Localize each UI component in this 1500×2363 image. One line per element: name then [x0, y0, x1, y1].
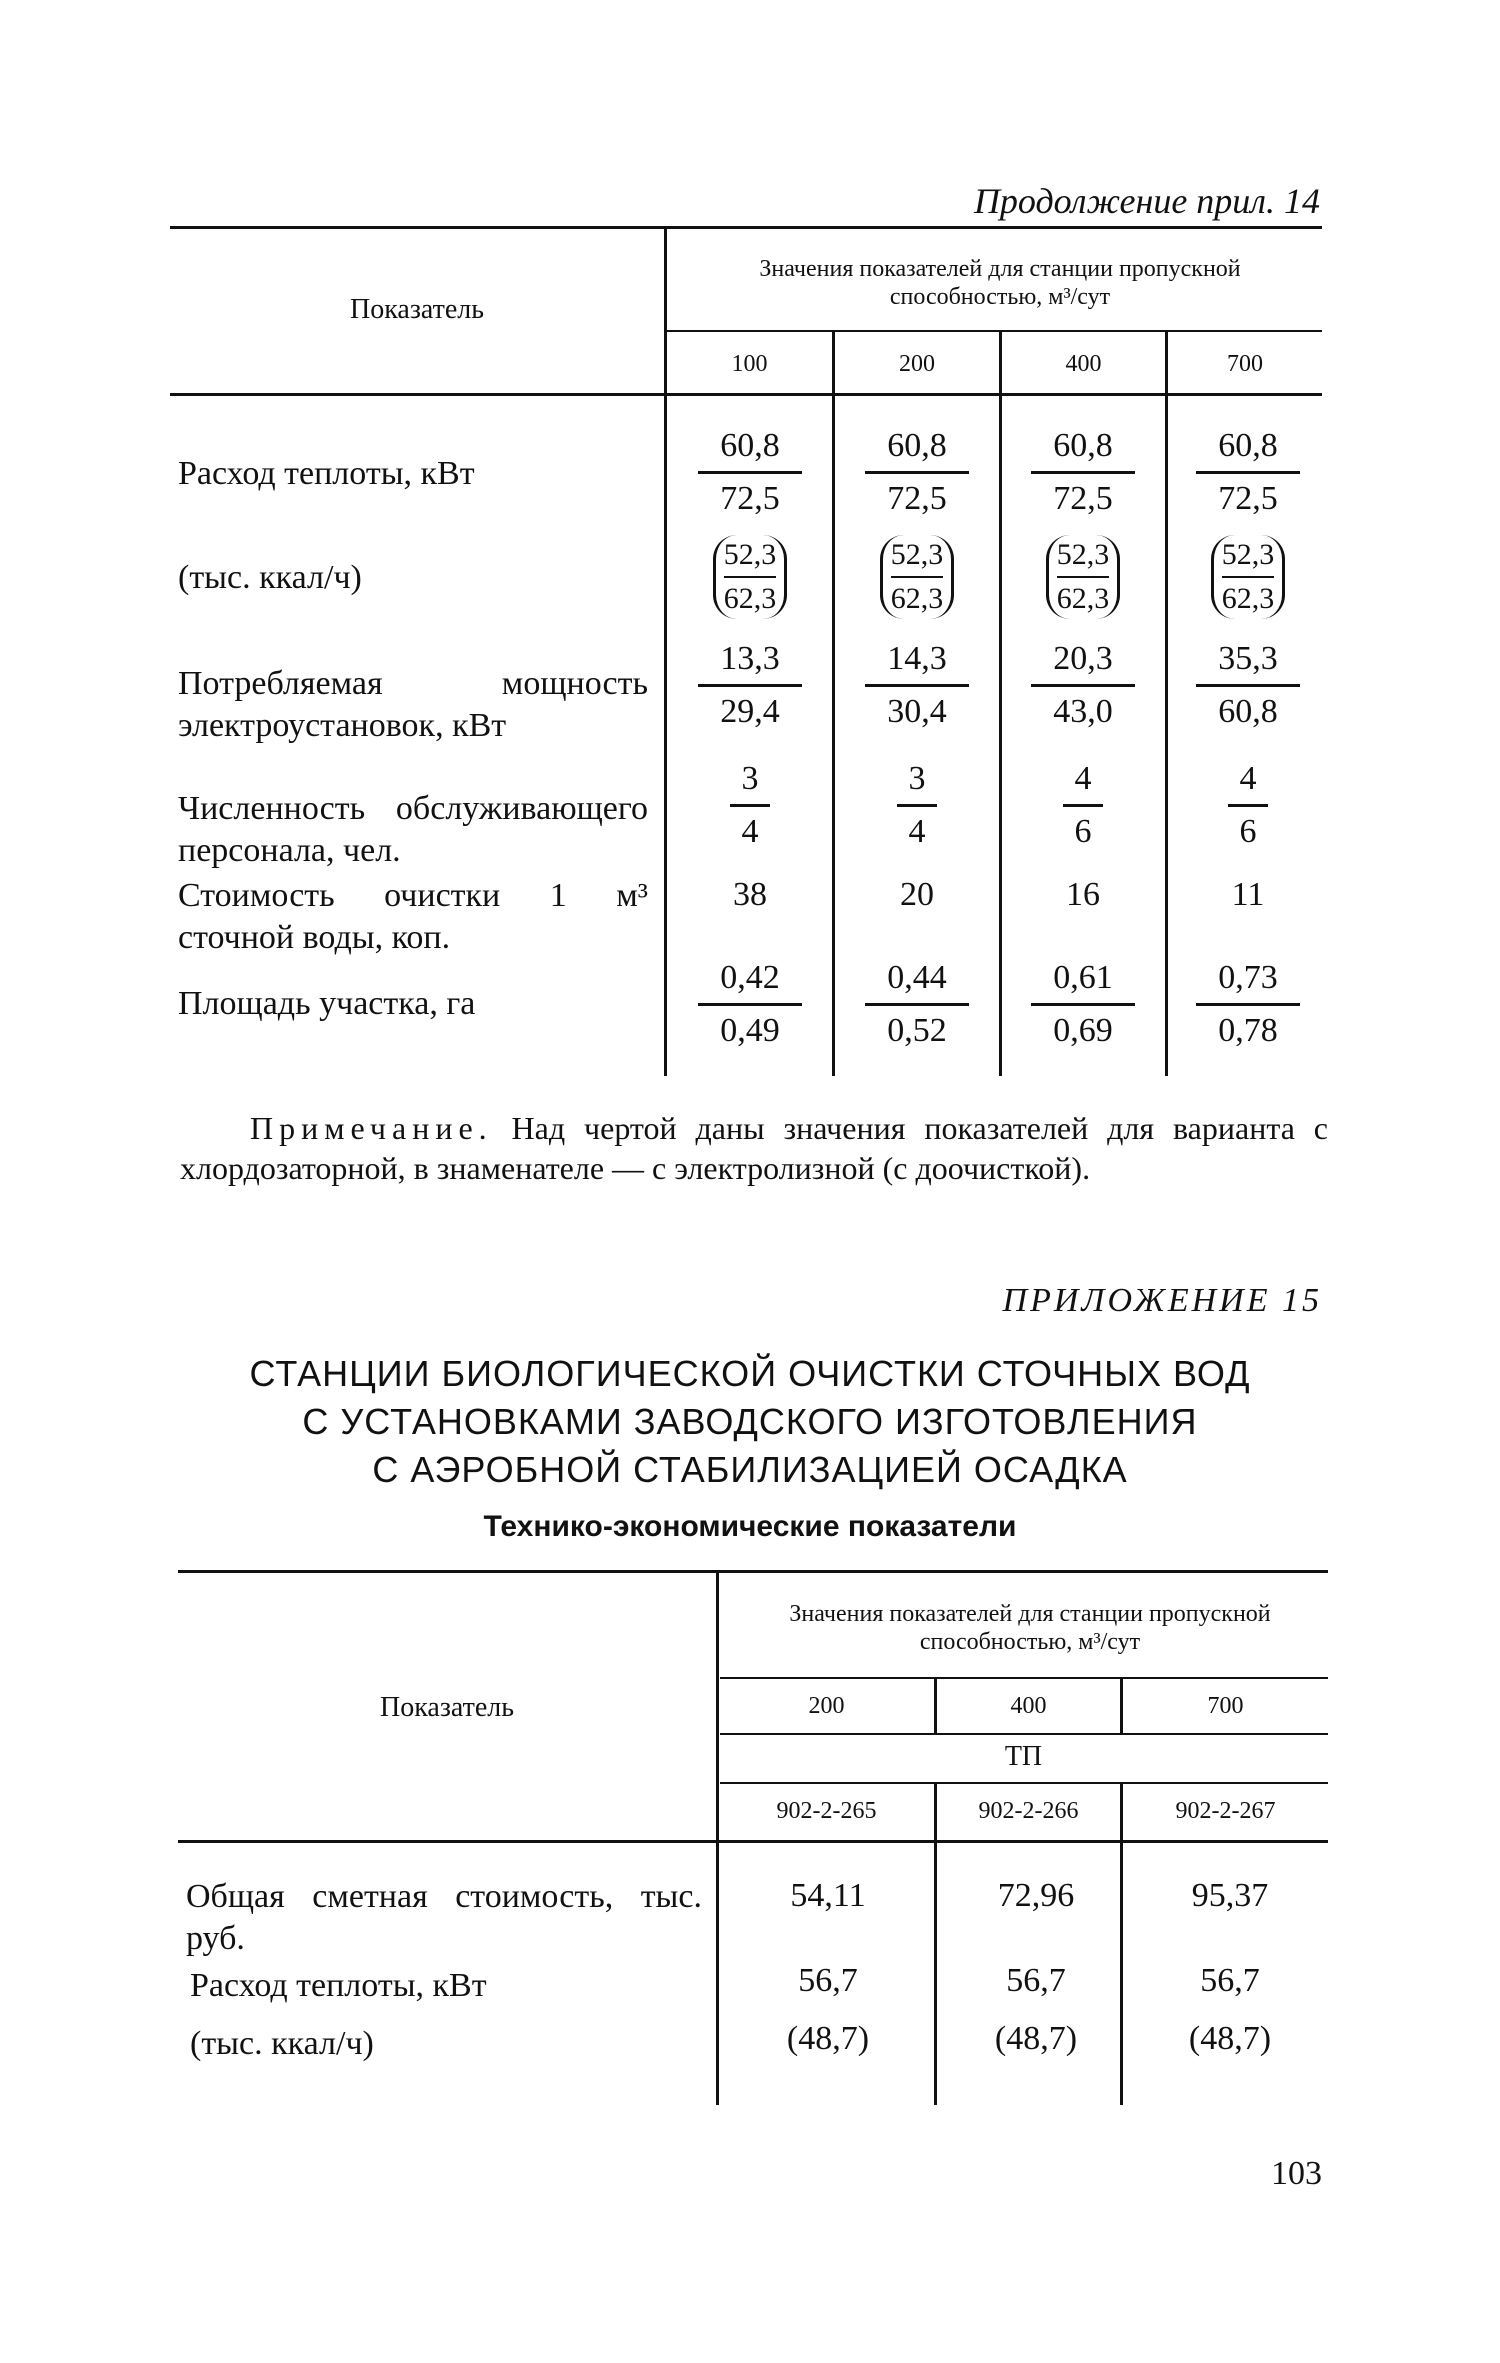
table-2-header-divider-3 — [720, 1782, 1328, 1784]
cell-area-100: 0,42 0,49 — [690, 957, 810, 1052]
row-label-cost: Стоимость очистки 1 м³ сточной воды, коп. — [178, 877, 648, 956]
row-label-staff: Численность обслуживающего персонала, чел. — [178, 790, 648, 869]
table-2-capacity-700: 700 — [1207, 1693, 1244, 1719]
t2-row-label-heat-kcal: (тыс. ккал/ч) — [190, 2025, 374, 2062]
t2-row-label-cost: Общая сметная стоимость, тыс. руб. — [186, 1878, 702, 1957]
table-1-capacity-100: 100 — [731, 351, 768, 377]
cell-heat-100: 60,8 72,5 — [690, 425, 810, 520]
t2-cell-heat-kcal-200: (48,7) — [786, 2020, 870, 2057]
appendix-title-line-1: СТАНЦИИ БИОЛОГИЧЕСКОЙ ОЧИСТКИ СТОЧНЫХ ВОД — [249, 1353, 1251, 1394]
table-2-tp-label: ТП — [1004, 1741, 1043, 1772]
table-1-header-indicator: Показатель — [350, 294, 484, 325]
table-1-capacity-200: 200 — [899, 351, 935, 377]
note-text: Над чертой даны значения показателей для варианта с хлордозаторной, в знаменателе — с электролизной (с доочисткой). — [180, 1110, 1329, 1186]
cell-heat-kcal-700: $\frac{52,3}{62,3}$ — [1188, 535, 1308, 619]
cell-staff-400: 4 6 — [1023, 758, 1143, 853]
cell-power-100: 13,3 29,4 — [690, 638, 810, 733]
cell-cost-100: 38 — [733, 876, 767, 913]
cell-heat-400: 60,8 72,5 — [1023, 425, 1143, 520]
table-2-tp-code-2: 902-2-266 — [978, 1798, 1079, 1824]
table-2-vline-3 — [934, 1784, 937, 2105]
table-2-top-rule — [178, 1570, 1328, 1573]
cell-area-200: 0,44 0,52 — [857, 957, 977, 1052]
row-label-heat-kcal: (тыс. ккал/ч) — [178, 559, 362, 596]
cell-cost-700: 11 — [1231, 876, 1265, 913]
t2-cell-heat-200: 56,7 — [798, 1962, 858, 1999]
table-1-capacity-700: 700 — [1227, 351, 1263, 377]
table-2-header-divider-2 — [720, 1733, 1328, 1735]
table-note — [180, 1108, 1328, 1188]
cell-power-400: 20,3 43,0 — [1023, 638, 1143, 733]
table-1-vline-3 — [1165, 332, 1168, 1076]
table-2-header-indicator: Показатель — [380, 1692, 514, 1723]
appendix-subtitle: Технико-экономические показатели — [483, 1510, 1017, 1543]
table-2-tp-code-3: 902-2-267 — [1175, 1798, 1276, 1824]
cell-heat-kcal-100: $\frac{52,3}{62,3}$ — [690, 535, 810, 619]
t2-cell-cost-200: 54,11 — [790, 1877, 866, 1914]
cell-area-400: 0,61 0,69 — [1023, 957, 1143, 1052]
table-2-tp-code-1: 902-2-265 — [776, 1798, 877, 1824]
table-1-vline-2 — [999, 332, 1002, 1076]
row-label-area: Площадь участка, га — [178, 985, 476, 1022]
appendix-title — [200, 1350, 1300, 1494]
table-1-vline-1 — [832, 332, 835, 1076]
cell-power-200: 14,3 30,4 — [857, 638, 977, 733]
cell-staff-100: 3 4 — [690, 758, 810, 853]
table-1-header-bottom-rule — [170, 393, 1322, 396]
table-2-capacity-200: 200 — [808, 1693, 845, 1719]
appendix-title-line-2: С УСТАНОВКАМИ ЗАВОДСКОГО ИЗГОТОВЛЕНИЯ — [302, 1401, 1198, 1442]
table-1-header-divider — [666, 330, 1322, 332]
cell-staff-200: 3 4 — [857, 758, 977, 853]
cell-cost-200: 20 — [900, 876, 934, 913]
t2-cell-cost-700: 95,37 — [1191, 1877, 1269, 1914]
appendix-title-line-3: С АЭРОБНОЙ СТАБИЛИЗАЦИЕЙ ОСАДКА — [372, 1449, 1128, 1490]
t2-cell-heat-400: 56,7 — [1006, 1962, 1066, 1999]
table-1-header-values: Значения показателей для станции пропускной способностью, м³/сут — [759, 256, 1241, 310]
cell-heat-700: 60,8 72,5 — [1188, 425, 1308, 520]
cell-heat-kcal-200: $\frac{52,3}{62,3}$ — [857, 535, 977, 619]
table-1-capacity-400: 400 — [1065, 351, 1102, 377]
t2-row-label-heat: Расход теплоты, кВт — [190, 1967, 487, 2004]
cell-power-700: 35,3 60,8 — [1188, 638, 1308, 733]
table-2-capacity-400: 400 — [1010, 1693, 1047, 1719]
t2-cell-heat-kcal-700: (48,7) — [1188, 2020, 1272, 2057]
note-title: Примечание. — [250, 1110, 493, 1146]
table-2-header-bottom-rule — [178, 1840, 1328, 1843]
table-2-vline-0 — [716, 1570, 719, 2105]
row-label-power: Потребляемая мощность электроустановок, кВт — [178, 665, 648, 744]
table-2-header-divider-1 — [720, 1677, 1328, 1679]
table-1-top-rule — [170, 226, 1322, 229]
t2-cell-heat-700: 56,7 — [1200, 1962, 1260, 1999]
table-2-header-values: Значения показателей для станции пропускной способностью, м³/сут — [789, 1601, 1271, 1655]
t2-cell-cost-400: 72,96 — [997, 1877, 1075, 1914]
continuation-label: Продолжение прил. 14 — [973, 181, 1320, 221]
cell-cost-400: 16 — [1066, 876, 1100, 913]
cell-heat-200: 60,8 72,5 — [857, 425, 977, 520]
t2-cell-heat-kcal-400: (48,7) — [994, 2020, 1078, 2057]
cell-heat-kcal-400: $\frac{52,3}{62,3}$ — [1023, 535, 1143, 619]
cell-staff-700: 4 6 — [1188, 758, 1308, 853]
page-number: 103 — [1271, 2155, 1322, 2192]
appendix-label: ПРИЛОЖЕНИЕ 15 — [1002, 1282, 1322, 1319]
cell-area-700: 0,73 0,78 — [1188, 957, 1308, 1052]
row-label-heat: Расход теплоты, кВт — [178, 455, 475, 492]
